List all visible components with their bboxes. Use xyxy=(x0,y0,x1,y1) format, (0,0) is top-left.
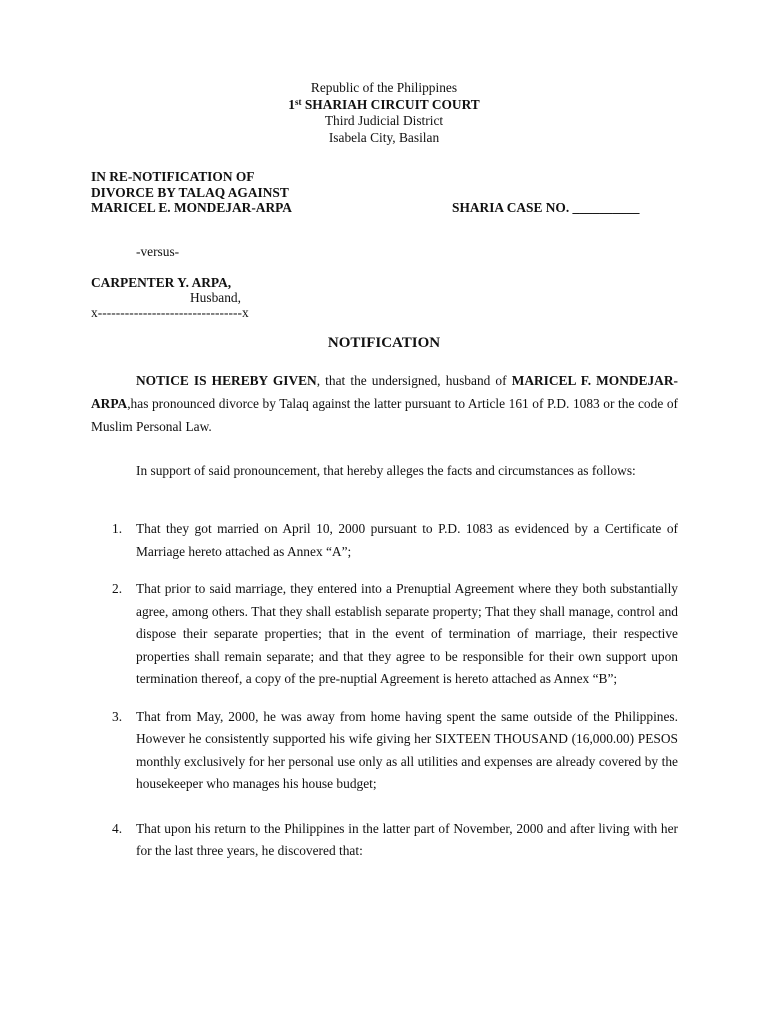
list-item xyxy=(91,706,678,796)
wife-name: MARICEL F. MONDEJAR-ARPA xyxy=(91,373,678,411)
notice-paragraph xyxy=(91,369,678,438)
case-number: SHARIA CASE NO. __________ xyxy=(452,200,640,215)
republic-line: Republic of the Philippines xyxy=(310,80,458,95)
list-item-number: 3. xyxy=(112,708,123,724)
list-item-number: 1. xyxy=(112,521,123,536)
list-item xyxy=(91,818,678,863)
list-item-text: That from May, 2000, he was away from home having spent the same outside of the Philippines. However he consistently supported his wife giving her SIXTEEN THOUSAND (16,000.00) PESOS monthly exclusively for her personal use only as all utilities and expenses are already covered by the housekeeper who manages his house budget; xyxy=(136,708,678,791)
notice-text-b: ,has pronounced divorce by Talaq against the latter pursuant to Article 161 of P.D. 1083 or the code of Muslim Personal Law. xyxy=(91,396,678,434)
document-title: NOTIFICATION xyxy=(327,335,441,351)
location-line: Isabela City, Basilan xyxy=(328,129,440,145)
versus-label: -versus- xyxy=(136,244,180,259)
facts-list xyxy=(91,518,678,863)
respondent-role: Husband, xyxy=(190,290,241,305)
court-ordinal-suffix: st xyxy=(294,96,302,107)
caption-line-1: IN RE-NOTIFICATION OF xyxy=(91,169,255,184)
court-header xyxy=(0,80,768,146)
support-text: In support of said pronouncement, that hereby alleges the facts and circumstances as follows: xyxy=(136,463,636,478)
list-item-number: 4. xyxy=(112,820,123,836)
caption-line-3: MARICEL E. MONDEJAR-ARPA xyxy=(91,200,292,215)
caption-separator: x--------------------------------x xyxy=(91,305,249,320)
court-ordinal: 1 xyxy=(288,96,295,112)
notice-lead: NOTICE IS HEREBY GIVEN xyxy=(136,373,317,388)
caption-line-2: DIVORCE BY TALAQ AGAINST xyxy=(91,184,289,200)
court-name-text: SHARIAH CIRCUIT COURT xyxy=(301,96,480,112)
district-line: Third Judicial District xyxy=(324,113,444,128)
list-item-text: That they got married on April 10, 2000 pursuant to P.D. 1083 as evidenced by a Certificate of Marriage hereto attached as Annex “A”; xyxy=(136,521,678,559)
list-item-text: That upon his return to the Philippines in the latter part of November, 2000 and after living with her for the last three years, he discovered that: xyxy=(136,820,678,858)
list-item-number: 2. xyxy=(112,581,123,596)
list-item xyxy=(91,578,678,691)
list-item-text: That prior to said marriage, they entered into a Prenuptial Agreement where they both substantially agree, among others. That they shall establish separate property; That they shall manage, control and dispose their separate properties; that in the event of termination of marriage, their respective properties shall remain separate; and that they agree to be responsible for their own support upon termination thereof, a copy of the pre-nuptial Agreement is hereto attached as Annex “B”; xyxy=(136,581,678,686)
notice-text-a: , that the undersigned, husband of xyxy=(316,373,512,388)
support-paragraph xyxy=(91,459,678,482)
court-name xyxy=(0,97,768,114)
list-item xyxy=(91,518,678,563)
respondent-name: CARPENTER Y. ARPA, xyxy=(91,275,232,290)
